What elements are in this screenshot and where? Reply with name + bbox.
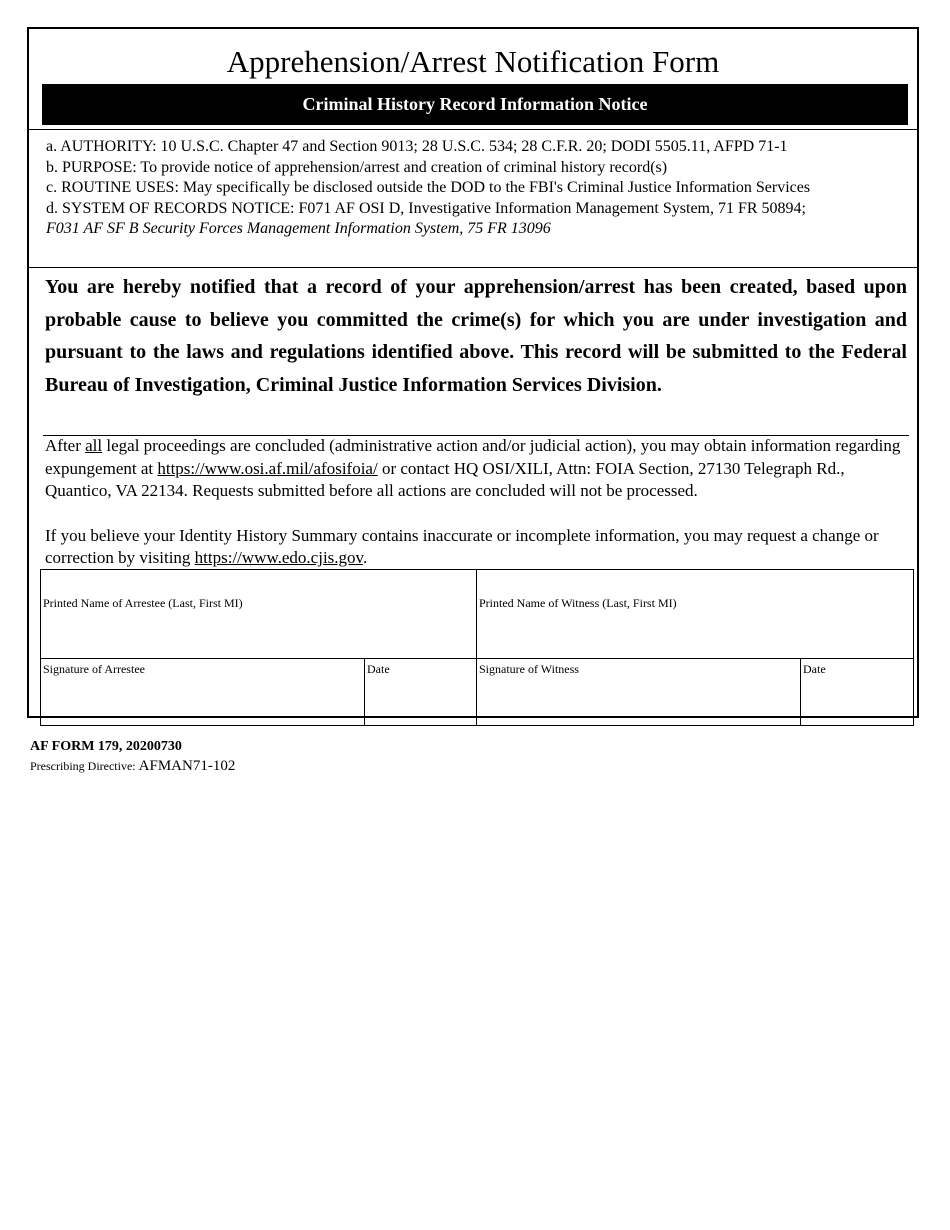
correction-paragraph: If you believe your Identity History Summary contains inaccurate or incomplete information, you may request a change or correction by visiting https://www.edo.cjis.gov.	[45, 525, 879, 567]
privacy-act-statement	[46, 137, 906, 240]
witness-signature-label: Signature of Witness	[479, 662, 579, 676]
arrestee-signature-label: Signature of Arrestee	[43, 662, 145, 676]
cjis-edo-link[interactable]: https://www.edo.cjis.gov	[194, 548, 363, 567]
divider	[29, 129, 917, 130]
afosi-foia-link[interactable]: https://www.osi.af.mil/afosifoia/	[157, 458, 378, 478]
sorn-continued-line: F031 AF SF B Security Forces Management Information System, 75 FR 13096	[46, 220, 551, 237]
directive-label: Prescribing Directive:	[30, 759, 139, 773]
witness-date-label: Date	[803, 662, 826, 676]
divider	[29, 267, 917, 268]
form-number: AF FORM 179, 20200730	[30, 739, 182, 754]
sorn-line: d. SYSTEM OF RECORDS NOTICE: F071 AF OSI D, Investigative Information Management System, 71 FR 50894;	[46, 199, 806, 217]
prescribing-directive	[30, 757, 235, 775]
witness-date-field[interactable]	[801, 659, 914, 726]
signature-table	[40, 569, 914, 726]
directive-value: AFMAN71-102	[138, 758, 236, 774]
witness-name-field[interactable]	[477, 570, 914, 659]
form-frame	[27, 27, 919, 718]
arrestee-signature-field[interactable]	[41, 659, 365, 726]
arrestee-date-field[interactable]	[365, 659, 477, 726]
form-title: Apprehension/Arrest Notification Form	[226, 44, 720, 79]
expungement-paragraph: After all legal proceedings are concluded (administrative action and/or judicial action), you may obtain information regarding expungement at https://www.osi.af.mil/afosifoia/ or contact HQ OSI/XILI, Attn: FOIA Section, 27130 Telegraph Rd., Quantico, VA 22134. Requests submitted before all actions are concluded will not be processed.	[45, 436, 901, 500]
arrestee-name-label: Printed Name of Arrestee (Last, First MI)	[43, 596, 243, 610]
arrest-notice: You are hereby notified that a record of your apprehension/arrest has been created, based upon probable cause to believe you committed the crime(s) for which you are under investigation and pursuant to the laws and regulations identified above. This record will be submitted to the Federal Bureau of Investigation, Criminal Justice Information Services Division.	[45, 276, 907, 396]
authority-line: a. AUTHORITY: 10 U.S.C. Chapter 47 and Section 9013; 28 U.S.C. 534; 28 C.F.R. 20; DODI 5505.11, AFPD 71-1	[46, 138, 788, 155]
arrestee-date-label: Date	[367, 662, 390, 676]
expungement-info	[45, 435, 911, 570]
witness-signature-field[interactable]	[477, 659, 801, 726]
routine-uses-line: c. ROUTINE USES: May specifically be disclosed outside the DOD to the FBI's Criminal Justice Information Services	[46, 179, 811, 196]
emphasis-all: all	[85, 436, 103, 455]
arrestee-name-field[interactable]	[41, 570, 477, 659]
witness-name-label: Printed Name of Witness (Last, First MI)	[479, 596, 677, 610]
purpose-line: b. PURPOSE: To provide notice of apprehension/arrest and creation of criminal history record(s)	[46, 158, 668, 176]
form-banner: Criminal History Record Information Notice	[42, 84, 908, 125]
